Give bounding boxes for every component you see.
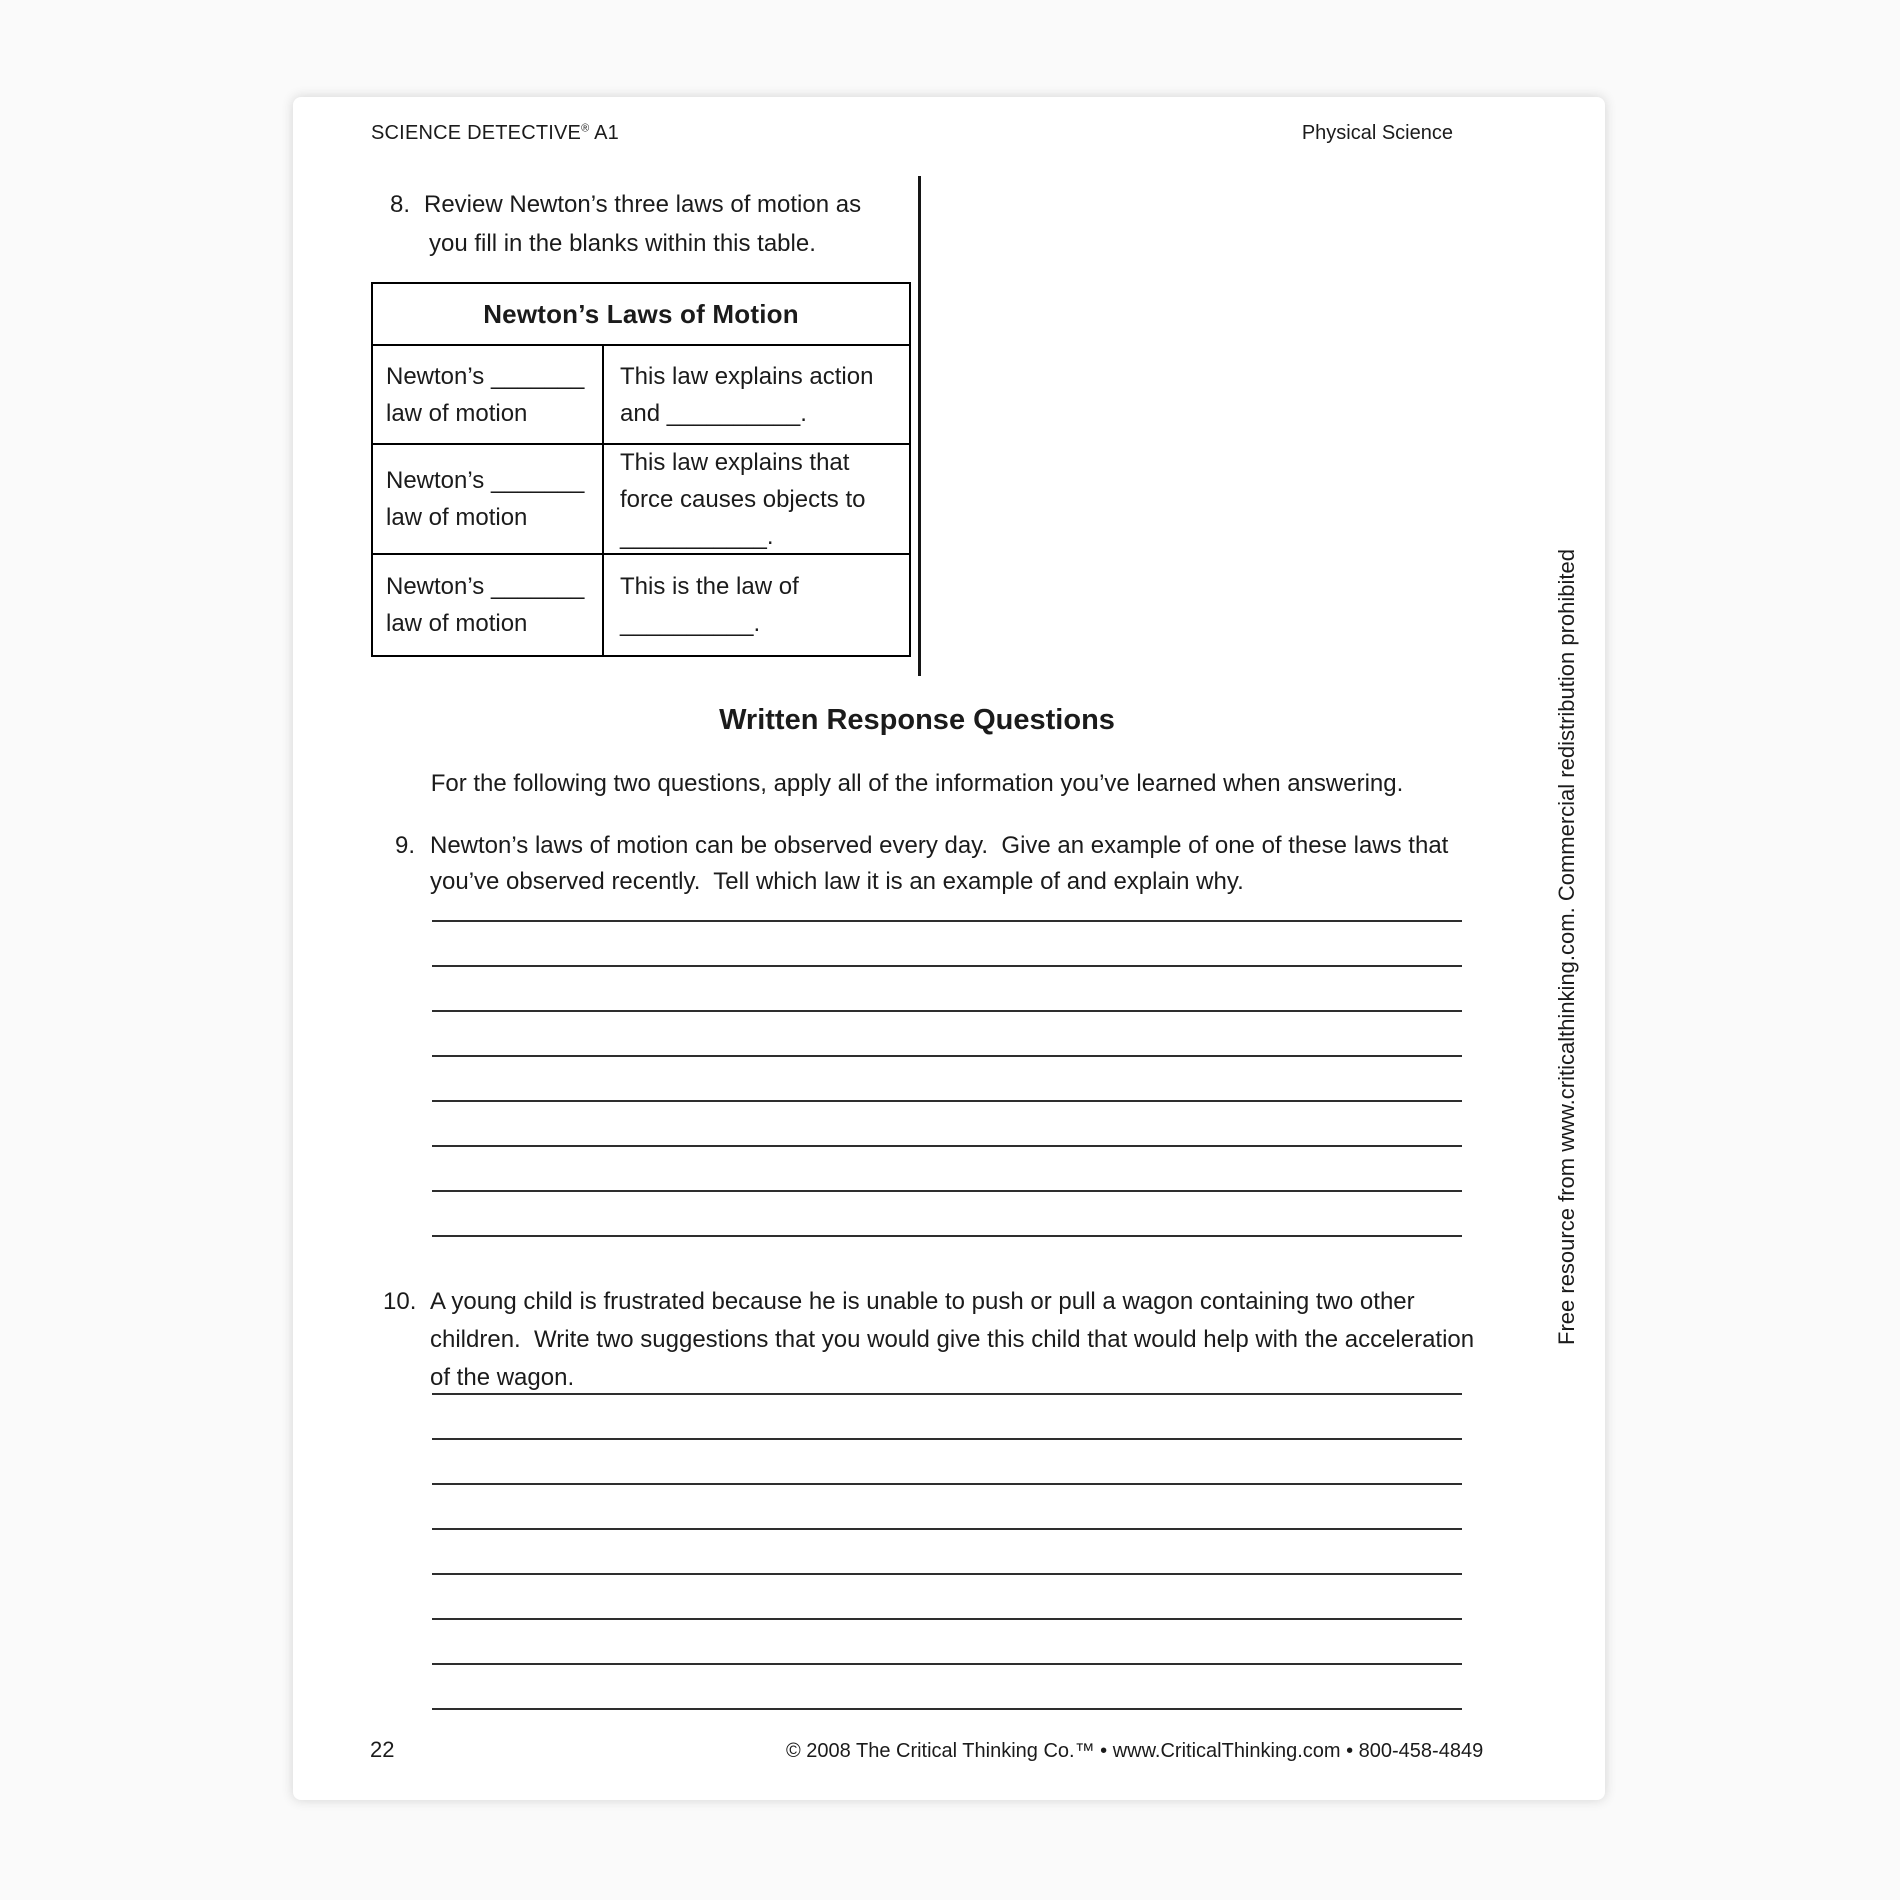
footer-copyright: © 2008 The Critical Thinking Co.™ • www.CriticalThinking.com • 800-458-4849	[786, 1740, 1484, 1762]
cell-text-line: ___________.	[620, 522, 774, 550]
answer-line	[432, 877, 1462, 922]
answer-line	[432, 1485, 1462, 1530]
question-9-prompt-line-1: Newton’s laws of motion can be observed every day. Give an example of one of these laws that	[430, 832, 1449, 859]
question-10-prompt-line-2: children. Write two suggestions that you would give this child that would help with the acceleration	[430, 1326, 1475, 1353]
answer-line	[432, 1350, 1462, 1395]
question-10-number: 10.	[383, 1288, 417, 1315]
header-book-title-text: SCIENCE DETECTIVE	[371, 122, 582, 144]
table-row	[373, 445, 909, 555]
question-10-prompt-line-3: of the wagon.	[430, 1364, 575, 1391]
answer-line	[432, 1147, 1462, 1192]
cell-text-line: Newton’s _______	[386, 573, 585, 600]
question-10-prompt-line-1: A young child is frustrated because he is unable to push or pull a wagon containing two other	[430, 1288, 1415, 1315]
header-book-level: A1	[589, 122, 619, 144]
question-9-prompt-line-2: you’ve observed recently. Tell which law it is an example of and explain why.	[430, 868, 1244, 895]
answer-line	[432, 1620, 1462, 1665]
answer-line	[432, 1530, 1462, 1575]
worksheet-page	[293, 97, 1605, 1800]
answer-line	[432, 1192, 1462, 1237]
cell-text-line: Newton’s _______	[386, 467, 585, 494]
answer-line	[432, 1057, 1462, 1102]
question-8-prompt-line-1: Review Newton’s three laws of motion as	[424, 191, 862, 218]
section-instruction: For the following two questions, apply all of the information you’ve learned when answering.	[430, 770, 1404, 797]
table-cell-law-name	[373, 445, 604, 553]
cell-text-line: This is the law of	[620, 573, 799, 600]
answer-line	[432, 1012, 1462, 1057]
answer-line	[432, 922, 1462, 967]
table-cell-law-description	[604, 555, 909, 655]
question-9-number: 9.	[395, 832, 416, 859]
registered-trademark-symbol: ®	[581, 122, 590, 135]
table-cell-law-name	[373, 555, 604, 655]
cell-text-line: This law explains that	[620, 448, 850, 476]
cell-text-line: law of motion	[386, 610, 528, 637]
cell-text-line: law of motion	[386, 504, 528, 531]
cell-text-line: law of motion	[386, 399, 528, 427]
cell-text-line: __________.	[620, 610, 761, 637]
cell-text-line: and __________.	[620, 399, 807, 427]
table-cell-law-name	[373, 346, 604, 443]
header-section-title: Physical Science	[1301, 122, 1453, 144]
question-8-prompt	[424, 185, 861, 263]
sidebar-license-note: Free resource from www.criticalthinking.com. Commercial redistribution prohibited	[1554, 549, 1579, 1345]
table-title: Newton’s Laws of Motion	[373, 284, 909, 346]
cell-text-line: This law explains action	[620, 362, 874, 390]
cell-text-line: Newton’s _______	[386, 362, 585, 390]
answer-line	[432, 967, 1462, 1012]
answer-line	[432, 1440, 1462, 1485]
cell-text-line: force causes objects to	[620, 485, 866, 513]
answer-lines-q10	[432, 1350, 1462, 1710]
table-cell-law-description	[604, 445, 909, 553]
answer-line	[432, 1665, 1462, 1710]
answer-lines-q9	[432, 877, 1462, 1237]
footer-page-number: 22	[370, 1737, 395, 1762]
question-8-prompt-line-2: you fill in the blanks within this table.	[429, 230, 816, 257]
question-8-number: 8.	[390, 191, 411, 218]
column-divider-rule	[918, 176, 921, 676]
answer-line	[432, 1102, 1462, 1147]
section-heading: Written Response Questions	[719, 704, 1115, 736]
table-row	[373, 346, 909, 445]
answer-line	[432, 1575, 1462, 1620]
table-cell-law-description	[604, 346, 909, 443]
answer-line	[432, 1395, 1462, 1440]
header-book-title	[371, 122, 619, 145]
newtons-laws-table	[371, 282, 911, 657]
table-row	[373, 555, 909, 655]
